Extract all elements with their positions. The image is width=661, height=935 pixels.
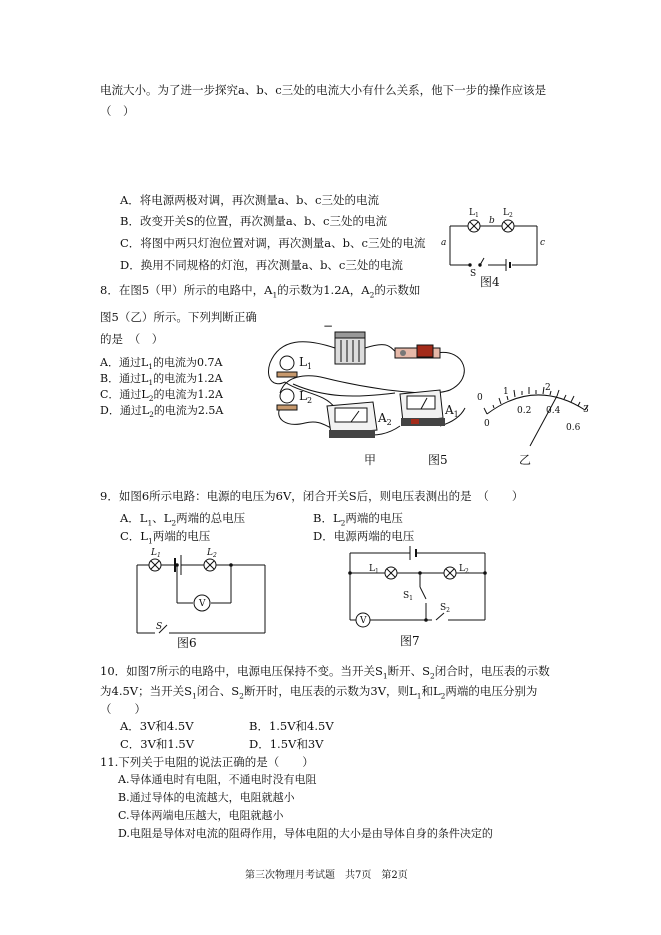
q9-option-c: C．$L_1$两端的电压 <box>120 529 211 546</box>
fig5-minus-sign: − <box>323 319 334 333</box>
q11-option-b: B.通过导体的电流越大，电阻就越小 <box>118 791 295 804</box>
q10-stem-line1: 10．如图7所示的电路中，电源电压保持不变。当开关$S_1$断开、$S_2$闭合时，电压表的示数 <box>100 664 550 681</box>
fig5-label-a1: $A_1$ <box>445 403 459 419</box>
ammeter-a1-icon <box>400 390 445 426</box>
fig4-label-l1: $L_1$ <box>469 208 479 219</box>
switch-icon <box>395 345 440 358</box>
scale-bottom-0: 0 <box>484 419 490 429</box>
q11-option-c: C.导体两端电压越大，电阻就越小 <box>118 809 284 822</box>
fig6-caption: 图6 <box>177 636 197 650</box>
fig6-label-s: S <box>156 622 163 632</box>
fig4-label-l2: $L_2$ <box>503 208 513 219</box>
q8-stem-line1: 8．在图5（甲）所示的电路中，$A_1$的示数为1.2A，$A_2$的示数如 <box>100 283 421 300</box>
q8-stem-line2: 图5（乙）所示。下列判断正确 <box>100 310 257 324</box>
fig6-label-l1: $L_1$ <box>151 548 161 559</box>
figure-5-circuit <box>265 318 595 468</box>
q8-option-d: D．通过$L_2$的电流为2.5A <box>100 404 224 420</box>
q8-option-a: A．通过$L_1$的电流为0.7A <box>100 356 223 372</box>
battery-icon <box>335 332 365 364</box>
q8-option-c: C．通过$L_2$的电流为1.2A <box>100 388 223 404</box>
fig4-label-a: a <box>441 238 447 248</box>
q7-option-d: D．换用不同规格的灯泡，再次测量a、b、c三处的电流 <box>120 258 403 272</box>
q8-option-b: B．通过$L_1$的电流为1.2A <box>100 372 223 388</box>
fig4-caption: 图4 <box>480 275 500 289</box>
q11-option-d: D.电阻是导体对电流的阻碍作用，导体电阻的大小是由导体自身的条件决定的 <box>118 827 493 840</box>
scale-bottom-04: 0.4 <box>546 406 561 416</box>
fig5-label-yi: 乙 <box>519 453 532 467</box>
fig7-label-s1: $S_1$ <box>403 591 413 602</box>
fig5-label-l1: $L_1$ <box>299 355 313 371</box>
q10-stem-line2: 为4.5V；当开关$S_1$闭合、$S_2$断开时，电压表的示数为3V，则$L_1$和$L_2$两端的电压分别为 <box>100 684 538 701</box>
intro-answer-bracket: （ ） <box>100 104 135 118</box>
bulb-l1-icon <box>277 356 297 377</box>
scale-bottom-02: 0.2 <box>517 406 532 416</box>
fig4-label-c: c <box>540 238 546 248</box>
q9-stem: 9．如图6所示电路：电源的电压为6V，闭合开关S后，则电压表测出的是 （ ） <box>100 489 524 503</box>
fig7-label-l1: $L_1$ <box>369 564 379 575</box>
scale-top-2: 2 <box>545 383 551 393</box>
figure-4-circuit <box>440 205 550 290</box>
q9-option-d: D．电源两端的电压 <box>313 529 415 543</box>
q7-option-c: C．将图中两只灯泡位置对调，再次测量a、b、c三处的电流 <box>120 236 426 250</box>
scale-zero-top: 0 <box>477 393 483 403</box>
page-footer: 第三次物理月考试题 共7页 第2页 <box>245 870 408 881</box>
q11-option-a: A.导体通电时有电阻，不通电时没有电阻 <box>118 773 317 786</box>
intro-line1: 电流大小。为了进一步探究a、b、c三处的电流大小有什么关系，他下一步的操作应该是 <box>100 83 547 97</box>
fig5-caption: 图5 <box>428 453 448 467</box>
fig7-caption: 图7 <box>400 634 420 648</box>
scale-top-1: 1 <box>503 387 509 397</box>
q7-option-a: A．将电源两极对调，再次测量a、b、c三处的电流 <box>120 193 379 207</box>
q10-option-a: A．3V和4.5V <box>120 719 194 733</box>
fig5-label-a2: $A_2$ <box>378 411 392 427</box>
fig6-voltmeter-v: V <box>199 599 206 609</box>
ammeter-scale-dial <box>484 387 588 446</box>
fig5-label-jia: 甲 <box>364 453 377 467</box>
q7-option-b: B．改变开关S的位置，再次测量a、b、c三处的电流 <box>120 214 387 228</box>
q11-stem: 11.下列关于电阻的说法正确的是（ ） <box>100 755 314 769</box>
scale-top-3: 3 <box>583 405 589 415</box>
fig4-label-s: S <box>470 269 477 279</box>
q10-option-d: D．1.5V和3V <box>249 737 324 751</box>
figure-6-circuit <box>125 545 275 655</box>
ammeter-a2-icon <box>327 402 377 438</box>
fig4-label-b: b <box>489 216 495 226</box>
fig5-label-l2: $L_2$ <box>299 389 313 405</box>
q10-answer-bracket: （ ） <box>100 702 146 716</box>
ammeter-needle <box>530 396 557 446</box>
fig7-label-l2: $L_2$ <box>459 564 469 575</box>
q8-stem-line3: 的是 （ ） <box>100 332 164 346</box>
q10-option-b: B．1.5V和4.5V <box>249 719 334 733</box>
fig7-voltmeter-v: V <box>360 616 367 626</box>
fig6-label-l2: $L_2$ <box>207 548 217 559</box>
scale-bottom-06: 0.6 <box>566 423 581 433</box>
q9-option-b: B．$L_2$两端的电压 <box>313 511 403 528</box>
q9-option-a: A．$L_1$、$L_2$两端的总电压 <box>120 511 246 528</box>
q10-option-c: C．3V和1.5V <box>120 737 195 751</box>
fig7-label-s2: $S_2$ <box>440 603 450 614</box>
figure-7-circuit <box>340 543 495 653</box>
